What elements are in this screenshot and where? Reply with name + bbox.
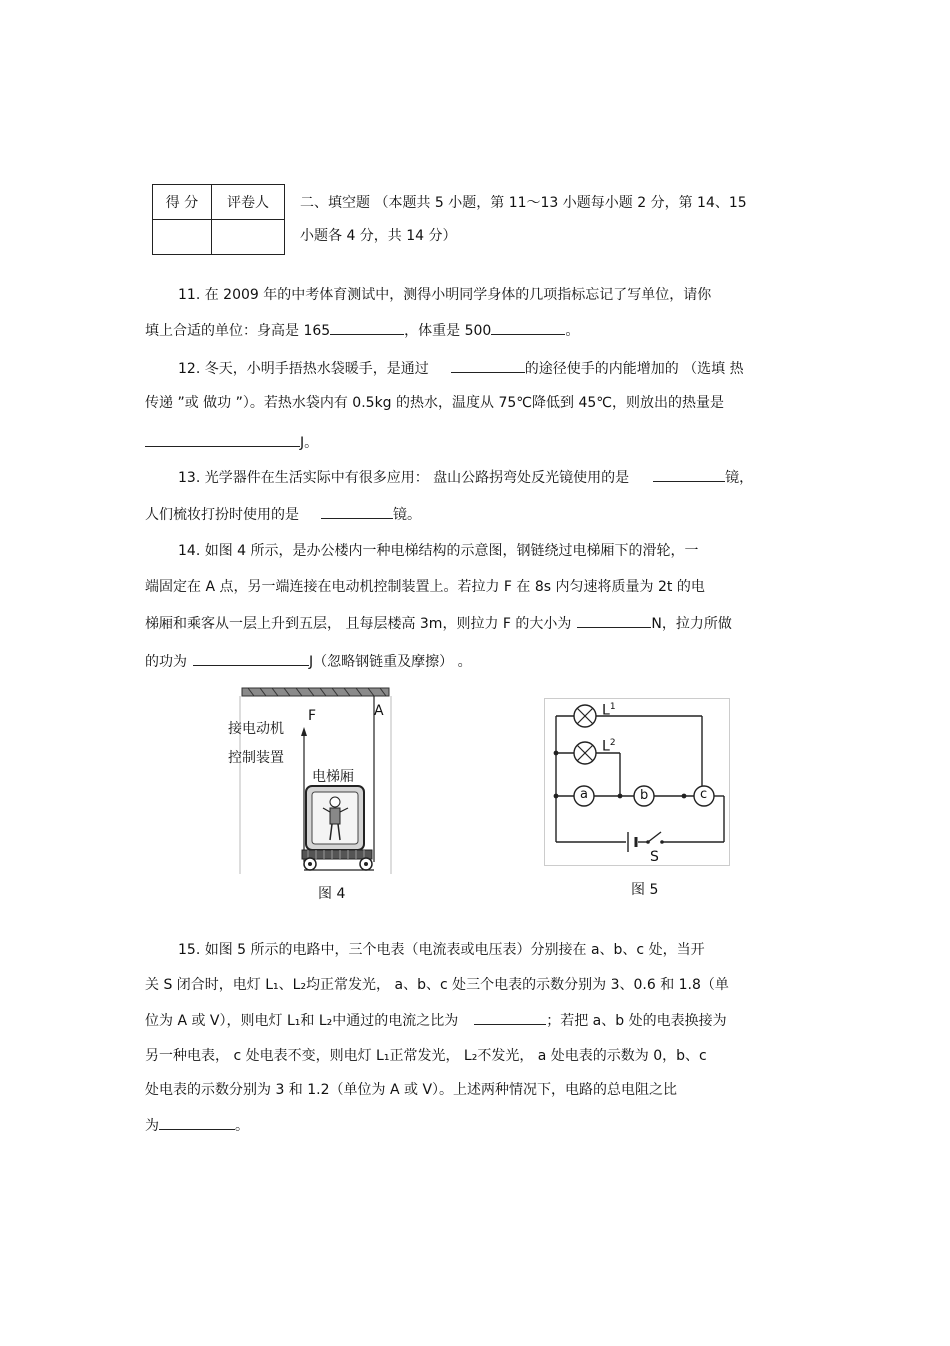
q13-line2 — [145, 504, 421, 525]
q15-line2: 关 S 闭合时，电灯 L₁、L₂均正常发光， a、b、c 处三个电表的示数分别为 3、0.6 和 1.8（单 — [145, 977, 729, 993]
score-cell[interactable] — [153, 220, 212, 255]
q15-line3 — [145, 1010, 727, 1031]
l2-label: $L^2$ — [602, 738, 616, 755]
q14-line1: 14. 如图 4 所示，是办公楼内一种电梯结构的示意图，钢链绕过电梯厢下的滑轮，一 — [178, 543, 699, 559]
q14-text-a: 梯厢和乘客从一层上升到五层， 且每层楼高 3m，则拉力 F 的大小为 — [145, 616, 572, 632]
ceiling-beam — [242, 688, 389, 696]
q11-line1: 11. 在 2009 年的中考体育测试中，测得小明同学身体的几项指标忘记了写单位，请你 — [178, 287, 712, 303]
q12-line1 — [178, 358, 744, 379]
q15-blank-ratio[interactable] — [474, 1010, 546, 1025]
q14-line2: 端固定在 A 点，另一端连接在电动机控制装置上。若拉力 F 在 8s 内匀速将质量为 2t 的电 — [145, 579, 705, 595]
switch-label: S — [650, 849, 659, 865]
car-label: 电梯厢 — [312, 769, 354, 785]
meter-a-label: a — [580, 787, 588, 802]
q13-text-d: 镜。 — [393, 507, 421, 523]
lamp-l1 — [574, 705, 596, 727]
q15-line1: 15. 如图 5 所示的电路中，三个电表（电流表或电压表）分别接在 a、b、c 处，当开 — [178, 942, 705, 958]
q15-text-d: 。 — [235, 1118, 249, 1134]
person-body — [330, 808, 340, 824]
q11-text-b: ，体重是 500 — [404, 323, 492, 339]
q14-line4 — [145, 651, 472, 672]
figure-4-caption: 图 4 — [318, 886, 346, 902]
q15-blank-resistance[interactable] — [159, 1115, 235, 1130]
q14-blank-force[interactable] — [577, 613, 651, 628]
q15-line6 — [145, 1115, 249, 1136]
point-a-label: A — [374, 703, 384, 719]
q12-line3 — [145, 432, 318, 453]
q11-blank-weight[interactable] — [491, 320, 565, 335]
meter-b-label: b — [640, 788, 649, 803]
q14-text-d: J（忽略钢链重及摩擦） 。 — [309, 654, 472, 670]
motor-label-1: 接电动机 — [228, 721, 284, 737]
q14-text-c: 的功为 — [145, 654, 187, 670]
section-title-line2: 小题各 4 分，共 14 分） — [300, 228, 457, 244]
q12-blank-method[interactable] — [451, 358, 525, 373]
q13-text-a: 13. 光学器件在生活实际中有很多应用： 盘山公路拐弯处反光镜使用的是 — [178, 470, 630, 486]
figure-4 — [228, 684, 393, 879]
figure-5 — [544, 698, 730, 866]
q11-text-a: 填上合适的单位：身高是 165 — [145, 323, 331, 339]
q15-text-b: ；若把 a、b 处的电表换接为 — [546, 1013, 727, 1029]
q13-line1 — [178, 467, 753, 488]
q12-text-c: J。 — [300, 435, 319, 451]
switch-blade — [648, 832, 661, 842]
q11-line2 — [145, 320, 579, 341]
q14-line3 — [145, 613, 732, 634]
motor-label-2: 控制装置 — [228, 750, 284, 766]
q14-blank-work[interactable] — [193, 651, 309, 666]
score-table — [152, 184, 285, 255]
force-label: F — [308, 708, 317, 724]
q13-blank-mirror2[interactable] — [321, 504, 393, 519]
q12-blank-heat[interactable] — [145, 432, 300, 447]
score-header: 得 分 — [153, 185, 212, 220]
grader-header: 评卷人 — [212, 185, 285, 220]
q15-line5: 处电表的示数分别为 3 和 1.2（单位为 A 或 V）。上述两种情况下，电路的总电阻之比 — [145, 1082, 678, 1098]
grader-cell[interactable] — [212, 220, 285, 255]
q11-text-c: 。 — [565, 323, 580, 339]
q15-text-c: 为 — [145, 1118, 159, 1134]
section-title-line1: 二、填空题 （本题共 5 小题，第 11～13 小题每小题 2 分，第 14、15 — [300, 195, 747, 211]
q12-text-b: 的途径使手的内能增加的 （选填 热 — [524, 361, 744, 377]
q14-text-b: N，拉力所做 — [651, 616, 732, 632]
lamp-l2 — [574, 742, 596, 764]
l1-label: $L^1$ — [602, 702, 616, 719]
person-head — [330, 797, 340, 807]
q13-blank-mirror1[interactable] — [653, 467, 725, 482]
q12-text-a: 12. 冬天，小明手捂热水袋暖手，是通过 — [178, 361, 429, 377]
q11-blank-height[interactable] — [330, 320, 404, 335]
q12-line2: 传递 ”或 做功 ”）。若热水袋内有 0.5kg 的热水，温度从 75℃降低到 45℃，则放出的热量是 — [145, 395, 724, 411]
q15-line4: 另一种电表， c 处电表不变，则电灯 L₁正常发光， L₂不发光， a 处电表的示数为 0，b、c — [145, 1048, 707, 1064]
circuit-diagram — [544, 698, 730, 866]
car-base — [302, 850, 372, 859]
q15-text-a: 位为 A 或 V），则电灯 L₁和 L₂中通过的电流之比为 — [145, 1013, 459, 1029]
figure-5-caption: 图 5 — [631, 882, 659, 898]
q13-text-c: 人们梳妆打扮时使用的是 — [145, 507, 299, 523]
q13-text-b: 镜， — [725, 470, 754, 486]
force-arrow — [301, 727, 307, 736]
meter-c-label: c — [700, 787, 708, 802]
